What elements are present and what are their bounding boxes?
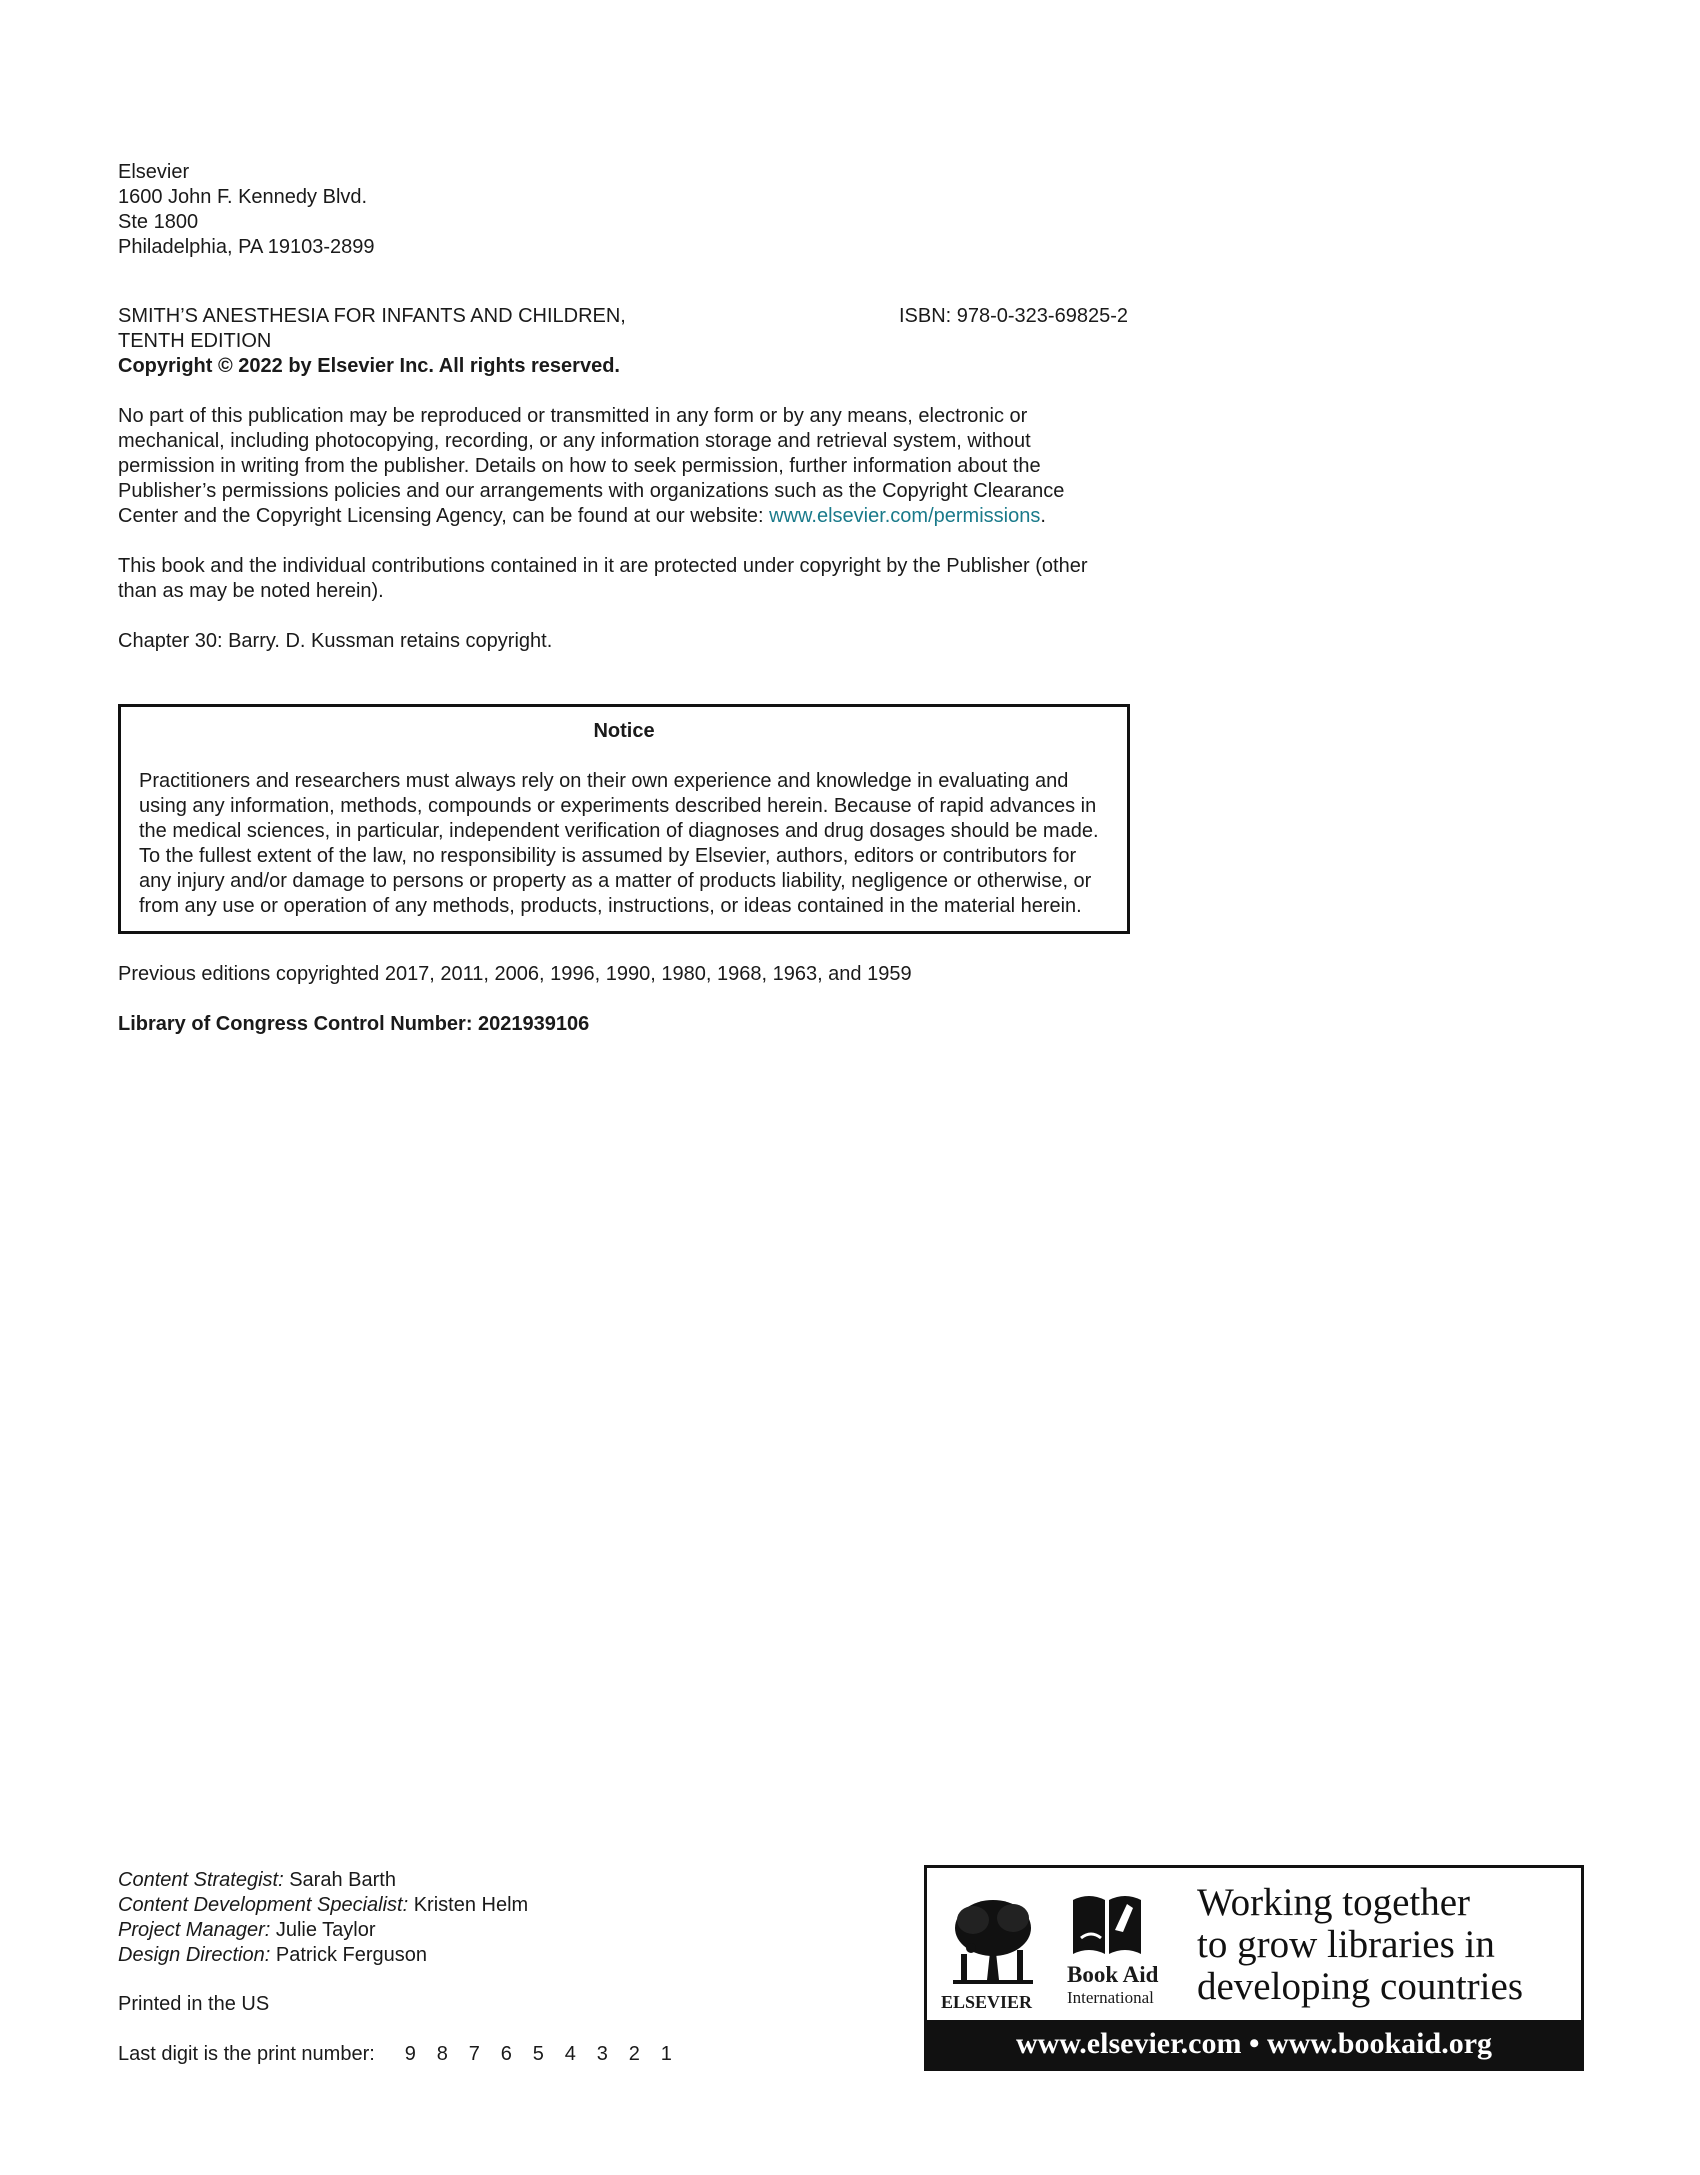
rights-text: No part of this publication may be reproduced or transmitted in any form or by any means, electronic or mechanical, including photocopying, recording, or any information storage and retrieval system, without permission in writing from the publisher. Details on how to seek permission, further information about the Publisher’s permissions policies and our arrangements with organizations such as the Copyright Clearance Center and the Copyright Licensing Agency, can be found at our website: bbox=[118, 405, 1065, 527]
print-digit: 1 bbox=[660, 2043, 672, 2065]
slogan-line: Working together bbox=[1197, 1881, 1471, 1924]
credit-role: Project Manager: bbox=[118, 1919, 271, 1941]
print-digit: 6 bbox=[500, 2043, 512, 2065]
book-aid-icon bbox=[1069, 1890, 1145, 1960]
address-line: 1600 John F. Kennedy Blvd. bbox=[118, 186, 368, 208]
book-title: SMITH’S ANESTHESIA FOR INFANTS AND CHILDREN, bbox=[118, 305, 626, 327]
print-digits bbox=[394, 2043, 682, 2066]
book-aid-banner bbox=[924, 1865, 1584, 2071]
credit-line bbox=[118, 1868, 758, 1893]
publisher-address bbox=[118, 160, 1128, 260]
elsevier-logo-text: ELSEVIER bbox=[941, 1992, 1033, 2012]
print-digit: 9 bbox=[404, 2043, 416, 2065]
print-digit: 2 bbox=[628, 2043, 640, 2065]
print-number-line bbox=[118, 2043, 682, 2066]
credit-name: Kristen Helm bbox=[408, 1894, 529, 1916]
credit-role: Design Direction: bbox=[118, 1944, 271, 1966]
printed-in: Printed in the US bbox=[118, 1993, 270, 2015]
credit-role: Content Strategist: bbox=[118, 1869, 284, 1891]
address-line: Philadelphia, PA 19103-2899 bbox=[118, 236, 375, 258]
credit-name: Julie Taylor bbox=[270, 1919, 376, 1941]
credit-name: Sarah Barth bbox=[283, 1869, 396, 1891]
print-number-label: Last digit is the print number: bbox=[118, 2043, 375, 2065]
rights-paragraph bbox=[118, 404, 1128, 529]
isbn: ISBN: 978-0-323-69825-2 bbox=[898, 305, 1128, 327]
elsevier-tree-icon bbox=[943, 1888, 1043, 1988]
book-edition: TENTH EDITION bbox=[118, 330, 272, 352]
address-line: Ste 1800 bbox=[118, 211, 199, 233]
address-line: Elsevier bbox=[118, 161, 190, 183]
rights-end: . bbox=[1040, 505, 1046, 527]
notice-body: Practitioners and researchers must always rely on their own experience and knowledge in evaluating and using any information, methods, compounds or experiments described herein. Because of rapid advances in the medical sciences, in particular, independent verification of diagnoses and drug dosages should be made. To the fullest extent of the law, no responsibility is assumed by Elsevier, authors, editors or contributors for any injury and/or damage to persons or property as a matter of products liability, negligence or otherwise, or from any use or operation of any methods, products, instructions, or ideas contained in the material herein. bbox=[139, 770, 1099, 917]
credit-line bbox=[118, 1893, 758, 1918]
print-digit: 3 bbox=[596, 2043, 608, 2065]
credit-role: Content Development Specialist: bbox=[118, 1894, 409, 1916]
notice-box bbox=[118, 704, 1130, 934]
book-aid-name: Book Aid bbox=[1067, 1962, 1159, 1987]
copyright-line: Copyright © 2022 by Elsevier Inc. All rights reserved. bbox=[118, 355, 620, 377]
print-digit: 7 bbox=[468, 2043, 480, 2065]
credit-name: Patrick Ferguson bbox=[270, 1944, 428, 1966]
lccn: Library of Congress Control Number: 2021939106 bbox=[118, 1013, 590, 1035]
banner-slogan bbox=[1197, 1882, 1523, 2008]
previous-editions: Previous editions copyrighted 2017, 2011, 2006, 1996, 1990, 1980, 1968, 1963, and 1959 bbox=[118, 963, 912, 985]
copyright-page bbox=[118, 160, 1128, 1037]
notice-title: Notice bbox=[593, 720, 655, 742]
slogan-line: to grow libraries in bbox=[1197, 1923, 1495, 1966]
credit-line bbox=[118, 1918, 758, 1943]
print-digit: 4 bbox=[564, 2043, 576, 2065]
production-credits bbox=[118, 1868, 758, 1968]
credit-line bbox=[118, 1943, 758, 1968]
book-title-block bbox=[118, 304, 1128, 379]
banner-urls: www.elsevier.com • www.bookaid.org bbox=[927, 2020, 1581, 2068]
permissions-link[interactable]: www.elsevier.com/permissions bbox=[769, 505, 1041, 527]
protection-paragraph: This book and the individual contributions contained in it are protected under copyright by the Publisher (other than as may be noted herein). bbox=[118, 555, 1088, 602]
book-aid-international: International bbox=[1067, 1988, 1154, 2007]
slogan-line: developing countries bbox=[1197, 1965, 1523, 2008]
print-digit: 8 bbox=[436, 2043, 448, 2065]
print-digit: 5 bbox=[532, 2043, 544, 2065]
chapter-note: Chapter 30: Barry. D. Kussman retains copyright. bbox=[118, 630, 553, 652]
